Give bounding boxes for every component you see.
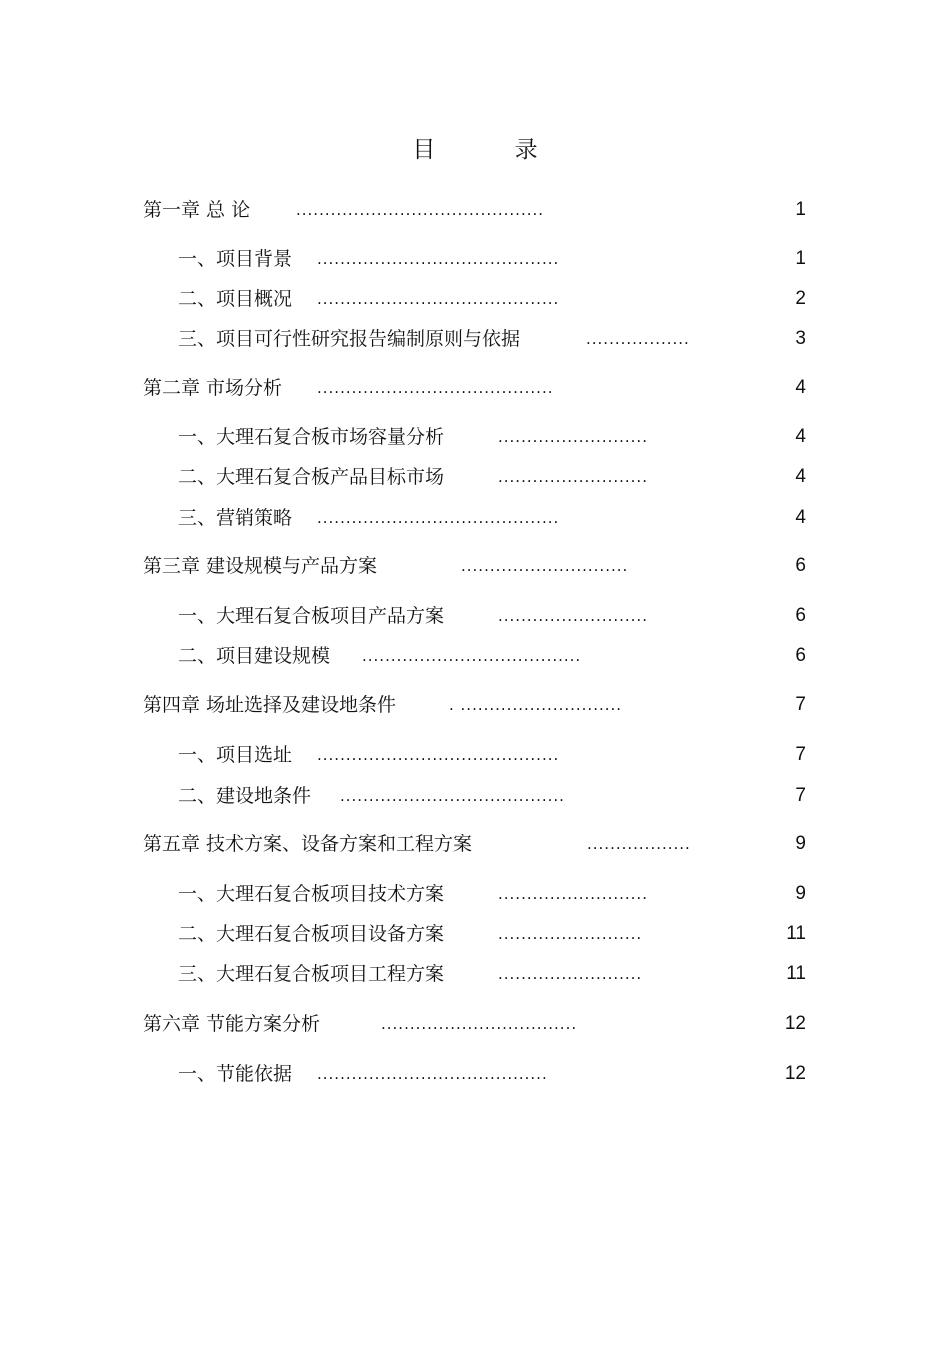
toc-page-number: 4 (795, 507, 806, 528)
toc-leader-dots: ............................. (461, 557, 629, 575)
toc-page-number: 9 (795, 833, 806, 854)
toc-section-5-2[interactable] (178, 919, 806, 949)
toc-chapter-4[interactable] (143, 690, 806, 720)
toc-label: 第二章 市场分析 (143, 377, 283, 399)
toc-leader-dots: .......................................... (317, 250, 560, 268)
toc-leader-dots: .................. (586, 330, 690, 348)
toc-page-number: 7 (795, 744, 806, 765)
toc-section-2-1[interactable] (178, 422, 806, 452)
toc-section-3-2[interactable] (178, 641, 806, 671)
toc-section-2-3[interactable] (178, 503, 806, 533)
toc-label: 三、项目可行性研究报告编制原则与依据 (178, 328, 521, 350)
toc-page-number: 11 (786, 923, 806, 944)
toc-section-6-1[interactable] (178, 1059, 806, 1089)
toc-leader-dots: .......................................... (317, 746, 560, 764)
toc-label: 第四章 场址选择及建设地条件 (143, 694, 397, 716)
toc-label: 二、大理石复合板产品目标市场 (178, 466, 445, 488)
toc-leader-dots: ......................... (498, 965, 643, 983)
toc-leader-dots: .......................................... (317, 290, 560, 308)
toc-label: 三、大理石复合板项目工程方案 (178, 963, 445, 985)
toc-leader-dots: .......................... (498, 607, 648, 625)
toc-section-4-1[interactable] (178, 740, 806, 770)
toc-label: 一、节能依据 (178, 1063, 293, 1085)
toc-page-number: 12 (784, 1063, 806, 1084)
toc-section-5-3[interactable] (178, 959, 806, 989)
toc-section-1-1[interactable] (178, 244, 806, 274)
toc-page-number: 12 (784, 1013, 806, 1034)
toc-page-number: 4 (795, 377, 806, 398)
toc-leader-dots: ......................................... (317, 379, 554, 397)
toc-section-3-1[interactable] (178, 601, 806, 631)
toc-leader-dots: .................. (587, 835, 691, 853)
toc-leader-dots: ........................................... (296, 201, 545, 219)
toc-label: 一、项目选址 (178, 744, 293, 766)
toc-label: 三、营销策略 (178, 507, 293, 529)
toc-leader-dots: ...................................... (362, 647, 582, 665)
toc-label: 二、建设地条件 (178, 785, 312, 807)
toc-section-2-2[interactable] (178, 462, 806, 492)
toc-page-number: 6 (795, 645, 806, 666)
toc-page-number: 3 (795, 328, 806, 349)
page-title: 目 录 (412, 137, 574, 163)
toc-page-number: 9 (795, 883, 806, 904)
toc-leader-dots: . ............................ (449, 696, 623, 714)
toc-section-4-2[interactable] (178, 781, 806, 811)
toc-chapter-3[interactable] (143, 551, 806, 581)
toc-label: 第一章 总 论 (143, 199, 251, 221)
toc-page-number: 1 (795, 199, 806, 220)
toc-page-number: 2 (795, 288, 806, 309)
toc-leader-dots: .......................... (498, 885, 648, 903)
toc-page-number: 4 (795, 426, 806, 447)
toc-section-5-1[interactable] (178, 879, 806, 909)
toc-label: 一、项目背景 (178, 248, 293, 270)
toc-page-number: 6 (795, 555, 806, 576)
toc-page-number: 6 (795, 605, 806, 626)
toc-leader-dots: ....................................... (340, 787, 565, 805)
toc-label: 二、项目建设规模 (178, 645, 331, 667)
toc-label: 一、大理石复合板市场容量分析 (178, 426, 445, 448)
toc-leader-dots: ......................... (498, 925, 643, 943)
toc-leader-dots: ........................................ (317, 1065, 548, 1083)
toc-label: 二、项目概况 (178, 288, 293, 310)
toc-chapter-6[interactable] (143, 1009, 806, 1039)
toc-page-number: 1 (795, 248, 806, 269)
toc-page-number: 7 (795, 785, 806, 806)
toc-chapter-2[interactable] (143, 373, 806, 403)
toc-label: 一、大理石复合板项目产品方案 (178, 605, 445, 627)
toc-page-number: 7 (795, 694, 806, 715)
toc-page-number: 11 (786, 963, 806, 984)
toc-label: 第五章 技术方案、设备方案和工程方案 (143, 833, 473, 855)
toc-section-1-2[interactable] (178, 284, 806, 314)
toc-chapter-1[interactable] (143, 195, 806, 225)
toc-leader-dots: .................................. (381, 1015, 578, 1033)
toc-label: 二、大理石复合板项目设备方案 (178, 923, 445, 945)
toc-label: 第三章 建设规模与产品方案 (143, 555, 378, 577)
toc-label: 第六章 节能方案分析 (143, 1013, 321, 1035)
toc-leader-dots: .......................................... (317, 509, 560, 527)
toc-chapter-5[interactable] (143, 829, 806, 859)
toc-leader-dots: .......................... (498, 468, 648, 486)
toc-page-number: 4 (795, 466, 806, 487)
toc-leader-dots: .......................... (498, 428, 648, 446)
toc-label: 一、大理石复合板项目技术方案 (178, 883, 445, 905)
toc-section-1-3[interactable] (178, 324, 806, 354)
